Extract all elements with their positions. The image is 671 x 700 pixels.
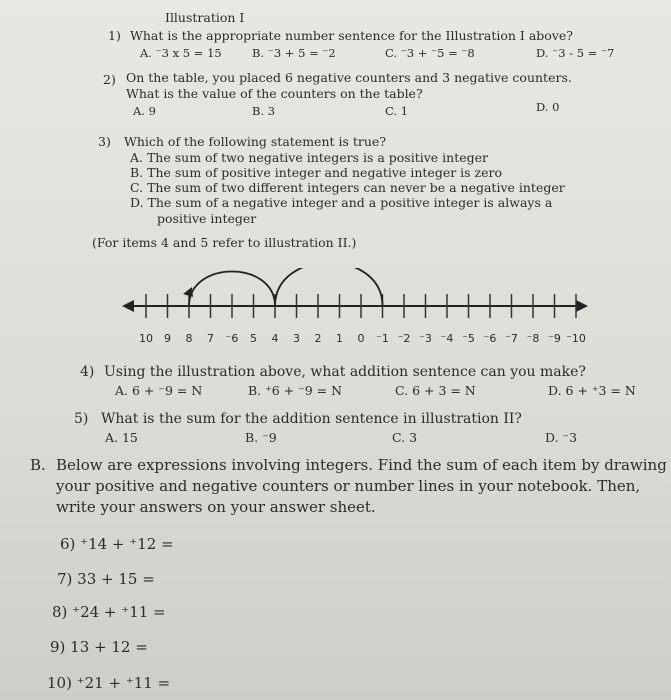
q4-number: 4) xyxy=(80,364,95,380)
q5-choice-a: A. 15 xyxy=(105,430,138,445)
number-line-label: 3 xyxy=(293,332,300,345)
q4-choice-d: D. 6 + ⁺3 = N xyxy=(548,383,636,398)
q2-number: 2) xyxy=(103,72,116,87)
refer-note: (For items 4 and 5 refer to illustration II.) xyxy=(92,235,357,250)
partb-item-7: 7) 33 + 15 = xyxy=(57,570,155,588)
q3-number: 3) xyxy=(98,134,111,149)
q1-number: 1) xyxy=(108,28,121,43)
q5-number: 5) xyxy=(74,411,89,427)
q3-text: Which of the following statement is true? xyxy=(124,134,387,149)
q4-choice-a: A. 6 + ⁻9 = N xyxy=(115,383,203,398)
q3-option-d-cont: positive integer xyxy=(157,211,257,226)
q2-choice-a: A. 9 xyxy=(133,104,156,118)
number-line-label: ⁻3 xyxy=(419,332,432,345)
q4-choice-c: C. 6 + 3 = N xyxy=(395,383,476,398)
number-line-label: ⁻6 xyxy=(483,332,497,345)
number-line-label: 4 xyxy=(271,332,279,345)
q4-text: Using the illustration above, what addition sentence can you make? xyxy=(104,364,586,380)
number-line-label: ⁻4 xyxy=(440,332,454,345)
number-line-label: 7 xyxy=(207,332,214,345)
number-line-label: 10 xyxy=(139,332,153,345)
number-line-label: ⁻9 xyxy=(548,332,561,345)
number-line-axis xyxy=(122,300,588,312)
right-arrow-icon xyxy=(576,300,588,312)
number-line-label: ⁻5 xyxy=(462,332,475,345)
q3-option-d: D. The sum of a negative integer and a positive integer is always a xyxy=(130,195,553,210)
partb-line1: Below are expressions involving integers. Find the sum of each item by drawing xyxy=(56,456,667,474)
q2-text-line1: On the table, you placed 6 negative counters and 3 negative counters. xyxy=(126,70,572,85)
q5-text: What is the sum for the addition sentence in illustration II? xyxy=(101,411,522,427)
partb-line3: write your answers on your answer sheet. xyxy=(56,498,376,516)
q5-choice-b: B. ⁻9 xyxy=(245,430,277,445)
q5-choice-d: D. ⁻3 xyxy=(545,430,578,445)
q2-choice-c: C. 1 xyxy=(385,104,409,118)
q3-option-b: B. The sum of positive integer and negative integer is zero xyxy=(130,165,503,180)
q1-choice-a: A. ⁻3 x 5 = 15 xyxy=(140,46,222,60)
left-arrow-icon xyxy=(122,300,134,312)
number-line-label: ⁻10 xyxy=(566,332,586,345)
number-line-label: ⁻7 xyxy=(505,332,518,345)
number-line-label: 5 xyxy=(250,332,257,345)
number-line-label: 8 xyxy=(185,332,193,345)
q5-choice-c: C. 3 xyxy=(392,430,418,445)
q4-choice-b: B. ⁺6 + ⁻9 = N xyxy=(248,383,343,398)
partb-item-6: 6) ⁺14 + ⁺12 = xyxy=(60,535,174,553)
number-line-label: 1 xyxy=(336,332,343,345)
partb-item-10: 10) ⁺21 + ⁺11 = xyxy=(47,674,171,692)
number-line-illustration xyxy=(120,268,590,360)
partb-item-8: 8) ⁺24 + ⁺11 = xyxy=(52,603,166,621)
q1-text: What is the appropriate number sentence for the Illustration I above? xyxy=(130,28,573,43)
q1-choice-c: C. ⁻3 + ⁻5 = ⁻8 xyxy=(385,46,475,60)
partb-item-9: 9) 13 + 12 = xyxy=(50,638,148,656)
number-line-label: ⁻6 xyxy=(225,332,239,345)
partb-letter: B. xyxy=(30,456,46,474)
illustration-title: Illustration I xyxy=(165,10,245,25)
q1-choice-b: B. ⁻3 + 5 = ⁻2 xyxy=(252,46,336,60)
number-line-label: ⁻8 xyxy=(526,332,540,345)
q3-option-c: C. The sum of two different integers can never be a negative integer xyxy=(130,180,565,195)
number-line-hop-arc xyxy=(275,268,383,306)
number-line-label: ⁻1 xyxy=(376,332,389,345)
number-line-label: 2 xyxy=(314,332,322,345)
q1-choice-d: D. ⁻3 - 5 = ⁻7 xyxy=(536,46,615,60)
q2-text-line2: What is the value of the counters on the table? xyxy=(126,86,423,101)
number-line-label: 0 xyxy=(357,332,365,345)
number-line-label: 9 xyxy=(164,332,171,345)
hop-arrowhead-icon xyxy=(183,287,193,297)
partb-line2: your positive and negative counters or number lines in your notebook. Then, xyxy=(56,477,641,495)
q2-choice-d: D. 0 xyxy=(536,100,560,114)
number-line-label: ⁻2 xyxy=(397,332,411,345)
q3-option-a: A. The sum of two negative integers is a positive integer xyxy=(130,150,489,165)
q2-choice-b: B. 3 xyxy=(252,104,276,118)
